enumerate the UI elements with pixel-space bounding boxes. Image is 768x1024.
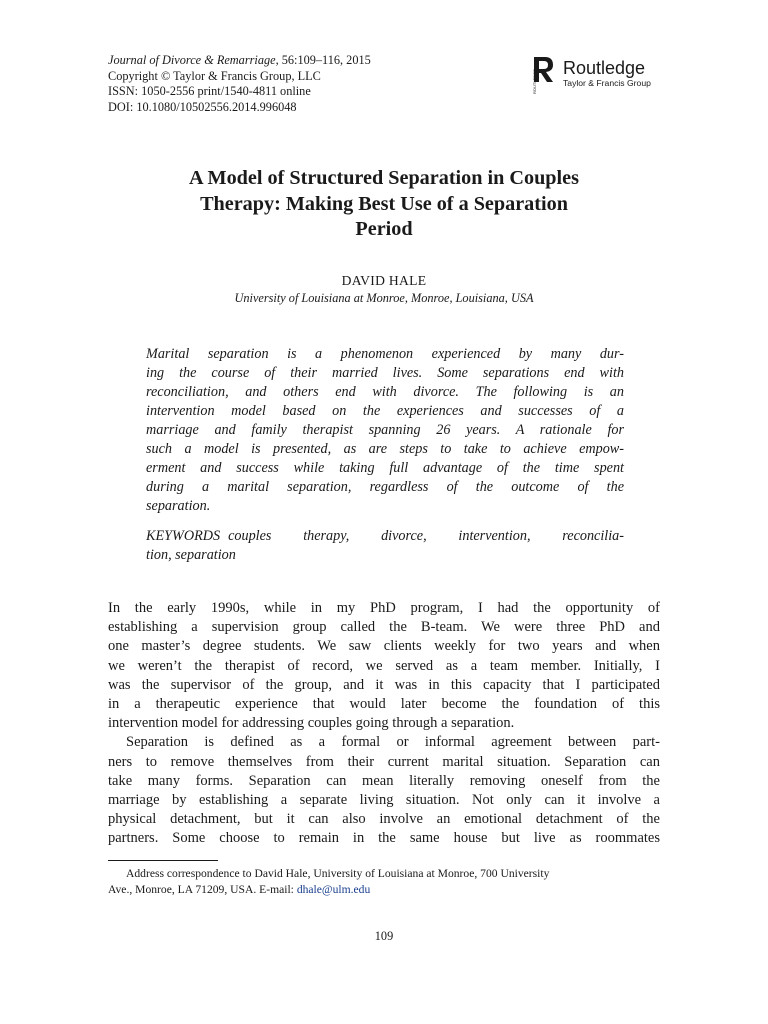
issn-line: ISSN: 1050-2556 print/1540-4811 online — [108, 84, 311, 99]
abstract-line: during a marital separation, regardless of the outcome of the — [146, 479, 624, 495]
title-line: A Model of Structured Separation in Couples — [189, 167, 579, 189]
abstract-line: such a model is presented, as are steps to take to achieve empow- — [146, 441, 624, 457]
body-line: take many forms. Separation can mean literally removing oneself from the — [108, 772, 660, 789]
author-name: DAVID HALE — [341, 273, 427, 288]
journal-citation — [108, 53, 371, 69]
abstract-line: intervention model based on the experiences and successes of a — [146, 403, 624, 419]
publisher-subtitle: Taylor & Francis Group — [563, 78, 651, 88]
keywords-line: tion, separation — [146, 547, 236, 563]
routledge-logo-icon — [532, 55, 556, 95]
footnote-line — [108, 882, 660, 898]
body-line: Separation is defined as a formal or informal agreement between part- — [126, 734, 660, 751]
body-line: ners to remove themselves from their current marital situation. Separation can — [108, 753, 660, 770]
keywords-label: KEYWORDS — [146, 528, 221, 544]
footnote-divider — [108, 860, 218, 861]
body-line: was the supervisor of the group, and it was in this capacity that I participated — [108, 676, 660, 693]
body-line: In the early 1990s, while in my PhD program, I had the opportunity of — [108, 600, 660, 616]
email-link[interactable]: dhale@ulm.edu — [296, 883, 371, 896]
body-line: establishing a supervision group called the B-team. We were three PhD and — [108, 619, 660, 636]
body-line: in a therapeutic experience that would later become the foundation of this — [108, 696, 660, 713]
copyright-line: Copyright © Taylor & Francis Group, LLC — [108, 68, 321, 83]
journal-name: Journal of Divorce & Remarriage — [108, 53, 276, 67]
journal-info — [108, 53, 371, 115]
logo-vertical-text: ROUTLEDGE — [532, 69, 537, 94]
footnote-address: Ave., Monroe, LA 71209, USA. E-mail: — [108, 883, 297, 896]
publisher-logo — [532, 55, 651, 95]
publisher-name: Routledge — [563, 58, 646, 78]
title-line: Therapy: Making Best Use of a Separation — [200, 192, 568, 215]
body-text — [108, 599, 660, 849]
body-line: physical detachment, but it can also involve an emotional detachment of the — [108, 811, 660, 828]
abstract-line: reconciliation, and others end with divorce. The following is an — [146, 384, 624, 400]
abstract — [146, 345, 624, 516]
page-number: 109 — [374, 929, 394, 943]
journal-volume: , 56:109–116, 2015 — [275, 53, 371, 67]
abstract-line: separation. — [146, 498, 211, 514]
footnote — [108, 866, 660, 898]
keywords-line — [146, 527, 624, 546]
abstract-line: erment and success while taking full advantage of the time spent — [146, 460, 624, 476]
author-affiliation: University of Louisiana at Monroe, Monroe, Louisiana, USA — [234, 291, 534, 305]
body-line: marriage by establishing a separate living situation. Not only can it involve a — [108, 792, 660, 809]
keywords — [146, 527, 624, 565]
keywords-text: couples therapy, divorce, intervention, reconcilia- — [228, 528, 624, 544]
body-line: intervention model for addressing couples going through a separation. — [108, 715, 515, 732]
title-line: Period — [355, 218, 413, 240]
footnote-line: Address correspondence to David Hale, University of Louisiana at Monroe, 700 University — [126, 867, 550, 880]
doi-line: DOI: 10.1080/10502556.2014.996048 — [108, 99, 297, 114]
abstract-line: marriage and family therapist spanning 26 years. A rationale for — [146, 422, 624, 438]
body-line: partners. Some choose to remain in the same house but live as roommates — [108, 830, 660, 847]
body-line: one master’s degree students. We saw clients weekly for two years and when — [108, 638, 660, 655]
article-title — [108, 166, 660, 243]
abstract-line: ing the course of their married lives. Some separations end with — [146, 365, 624, 381]
abstract-line: Marital separation is a phenomenon experienced by many dur- — [146, 346, 624, 362]
body-line: we weren’t the therapist of record, we served as a team member. Initially, I — [108, 657, 660, 674]
